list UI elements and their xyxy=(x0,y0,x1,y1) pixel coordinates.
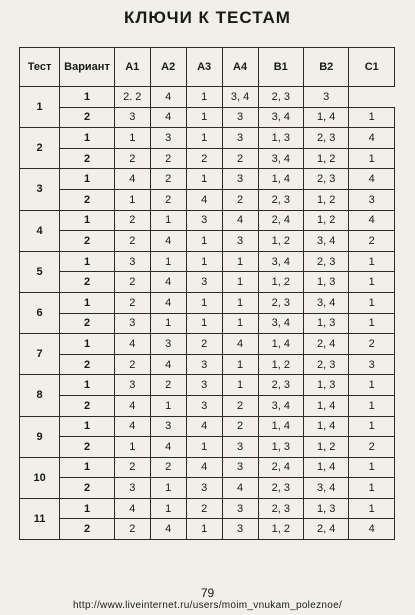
a3-cell: 2 xyxy=(186,148,222,169)
b1-cell: 2, 4 xyxy=(258,457,303,478)
table-row xyxy=(20,87,395,108)
b1-cell: 2, 3 xyxy=(258,478,303,499)
test-number-cell: 11 xyxy=(20,498,60,539)
variant-cell: 1 xyxy=(60,87,115,108)
a1-cell: 2. 2 xyxy=(114,87,150,108)
variant-cell: 1 xyxy=(60,128,115,149)
a4-cell: 4 xyxy=(222,210,258,231)
a2-cell: 4 xyxy=(150,354,186,375)
c1-cell: 3 xyxy=(349,354,395,375)
a1-cell: 3 xyxy=(114,375,150,396)
test-number-cell: 3 xyxy=(20,169,60,210)
b2-cell: 3, 4 xyxy=(304,231,349,252)
b2-cell: 1, 3 xyxy=(304,313,349,334)
test-number-cell: 5 xyxy=(20,251,60,292)
table-row xyxy=(20,457,395,478)
b2-cell: 2, 3 xyxy=(304,354,349,375)
c1-cell: 1 xyxy=(349,457,395,478)
a4-cell: 3 xyxy=(222,169,258,190)
c1-cell: 1 xyxy=(349,498,395,519)
a2-cell: 4 xyxy=(150,272,186,293)
variant-cell: 1 xyxy=(60,498,115,519)
a4-cell: 4 xyxy=(222,334,258,355)
b2-cell: 1, 2 xyxy=(304,189,349,210)
a1-cell: 4 xyxy=(114,416,150,437)
a2-cell: 1 xyxy=(150,210,186,231)
col-header-a1: A1 xyxy=(114,48,150,87)
a1-cell: 4 xyxy=(114,395,150,416)
variant-cell: 2 xyxy=(60,354,115,375)
table-row xyxy=(20,519,395,540)
b2-cell: 1, 3 xyxy=(304,498,349,519)
a3-cell: 2 xyxy=(186,498,222,519)
variant-cell: 2 xyxy=(60,437,115,458)
b1-cell: 1, 4 xyxy=(258,416,303,437)
b2-cell: 2, 3 xyxy=(304,169,349,190)
c1-cell: 2 xyxy=(349,231,395,252)
table-row xyxy=(20,128,395,149)
c1-cell: 1 xyxy=(349,292,395,313)
faded-footer-text xyxy=(60,565,360,572)
b1-cell: 2, 3 xyxy=(258,498,303,519)
a2-cell: 4 xyxy=(150,107,186,128)
variant-cell: 1 xyxy=(60,169,115,190)
test-number-cell: 9 xyxy=(20,416,60,457)
c1-cell: 1 xyxy=(349,416,395,437)
col-header-b2: B2 xyxy=(304,48,349,87)
b1-cell: 2, 3 xyxy=(258,292,303,313)
b1-cell: 3, 4 xyxy=(258,313,303,334)
a2-cell: 4 xyxy=(150,519,186,540)
col-header-a4: A4 xyxy=(222,48,258,87)
table-row xyxy=(20,169,395,190)
test-number-cell: 2 xyxy=(20,128,60,169)
c1-cell: 1 xyxy=(349,395,395,416)
c1-cell: 1 xyxy=(349,313,395,334)
table-row xyxy=(20,210,395,231)
a1-cell: 2 xyxy=(114,231,150,252)
answer-key-table xyxy=(19,47,395,540)
table-row xyxy=(20,375,395,396)
b2-cell: 1, 4 xyxy=(304,457,349,478)
a1-cell: 2 xyxy=(114,148,150,169)
a1-cell: 2 xyxy=(114,272,150,293)
b2-cell: 2, 4 xyxy=(304,519,349,540)
table-row xyxy=(20,437,395,458)
a4-cell: 1 xyxy=(222,292,258,313)
table-row xyxy=(20,478,395,499)
b1-cell: 1, 3 xyxy=(258,437,303,458)
c1-cell: 1 xyxy=(349,107,395,128)
b2-cell: 1, 4 xyxy=(304,395,349,416)
a1-cell: 3 xyxy=(114,478,150,499)
a3-cell: 1 xyxy=(186,169,222,190)
a4-cell: 2 xyxy=(222,148,258,169)
a4-cell: 1 xyxy=(222,313,258,334)
a2-cell: 2 xyxy=(150,169,186,190)
a2-cell: 1 xyxy=(150,498,186,519)
a3-cell: 1 xyxy=(186,231,222,252)
c1-cell: 1 xyxy=(349,272,395,293)
col-header-a2: A2 xyxy=(150,48,186,87)
source-url: http://www.liveinternet.ru/users/moim_vnukam_poleznoe/ xyxy=(72,600,343,611)
c1-cell: 4 xyxy=(349,210,395,231)
table-row xyxy=(20,313,395,334)
a2-cell: 3 xyxy=(150,334,186,355)
a2-cell: 2 xyxy=(150,148,186,169)
c1-cell: 1 xyxy=(349,251,395,272)
a4-cell: 1 xyxy=(222,375,258,396)
test-number-cell: 10 xyxy=(20,457,60,498)
b1-cell: 2, 3 xyxy=(258,375,303,396)
b2-cell: 1, 2 xyxy=(304,210,349,231)
c1-cell: 2 xyxy=(349,437,395,458)
a3-cell: 4 xyxy=(186,189,222,210)
table-row xyxy=(20,189,395,210)
a4-cell: 3, 4 xyxy=(222,87,258,108)
a3-cell: 1 xyxy=(186,128,222,149)
a3-cell: 3 xyxy=(186,478,222,499)
b2-cell: 1, 3 xyxy=(304,375,349,396)
a1-cell: 1 xyxy=(114,128,150,149)
b2-cell: 2, 3 xyxy=(304,128,349,149)
variant-cell: 1 xyxy=(60,210,115,231)
b2-cell: 1, 4 xyxy=(304,416,349,437)
a4-cell: 1 xyxy=(222,354,258,375)
b1-cell: 3, 4 xyxy=(258,148,303,169)
a1-cell: 1 xyxy=(114,189,150,210)
b2-cell: 3, 4 xyxy=(304,478,349,499)
a2-cell: 1 xyxy=(150,478,186,499)
a3-cell: 3 xyxy=(186,354,222,375)
a2-cell: 4 xyxy=(150,87,186,108)
a1-cell: 3 xyxy=(114,313,150,334)
a3-cell: 3 xyxy=(186,395,222,416)
table-row xyxy=(20,395,395,416)
a3-cell: 1 xyxy=(186,292,222,313)
variant-cell: 2 xyxy=(60,272,115,293)
b1-cell: 1, 2 xyxy=(258,354,303,375)
page-number: 79 xyxy=(200,586,215,600)
b2-cell: 1, 4 xyxy=(304,107,349,128)
a1-cell: 4 xyxy=(114,334,150,355)
col-header-a3: A3 xyxy=(186,48,222,87)
table-body xyxy=(20,87,395,540)
c1-cell: 2 xyxy=(349,334,395,355)
a1-cell: 2 xyxy=(114,519,150,540)
a2-cell: 1 xyxy=(150,313,186,334)
variant-cell: 2 xyxy=(60,231,115,252)
a2-cell: 1 xyxy=(150,395,186,416)
b2-cell: 1, 2 xyxy=(304,148,349,169)
a3-cell: 1 xyxy=(186,107,222,128)
table-row xyxy=(20,148,395,169)
a4-cell: 2 xyxy=(222,416,258,437)
variant-cell: 1 xyxy=(60,292,115,313)
b1-cell: 2, 4 xyxy=(258,210,303,231)
a2-cell: 1 xyxy=(150,251,186,272)
a3-cell: 4 xyxy=(186,416,222,437)
col-header-test: Тест xyxy=(20,48,60,87)
a1-cell: 2 xyxy=(114,210,150,231)
a3-cell: 1 xyxy=(186,519,222,540)
a2-cell: 2 xyxy=(150,189,186,210)
a1-cell: 3 xyxy=(114,251,150,272)
a4-cell: 3 xyxy=(222,437,258,458)
b2-cell: 2, 4 xyxy=(304,334,349,355)
variant-cell: 2 xyxy=(60,519,115,540)
c1-cell: 1 xyxy=(349,375,395,396)
test-number-cell: 7 xyxy=(20,334,60,375)
a4-cell: 2 xyxy=(222,395,258,416)
variant-cell: 1 xyxy=(60,457,115,478)
b1-cell: 2, 3 xyxy=(258,87,303,108)
a3-cell: 1 xyxy=(186,437,222,458)
c1-cell: 4 xyxy=(349,128,395,149)
table-row xyxy=(20,251,395,272)
a4-cell: 3 xyxy=(222,128,258,149)
a4-cell: 2 xyxy=(222,189,258,210)
variant-cell: 1 xyxy=(60,375,115,396)
b1-cell: 1, 2 xyxy=(258,231,303,252)
a3-cell: 3 xyxy=(186,272,222,293)
a3-cell: 3 xyxy=(186,210,222,231)
a4-cell: 3 xyxy=(222,231,258,252)
b1-cell: 1, 3 xyxy=(258,128,303,149)
b2-cell: 1, 3 xyxy=(304,272,349,293)
a4-cell: 3 xyxy=(222,107,258,128)
variant-cell: 2 xyxy=(60,395,115,416)
variant-cell: 1 xyxy=(60,334,115,355)
table-row xyxy=(20,334,395,355)
c1-cell: 1 xyxy=(349,148,395,169)
a3-cell: 1 xyxy=(186,313,222,334)
variant-cell: 2 xyxy=(60,107,115,128)
variant-cell: 2 xyxy=(60,148,115,169)
b1-cell: 3, 4 xyxy=(258,251,303,272)
page-title: КЛЮЧИ К ТЕСТАМ xyxy=(124,8,291,27)
a4-cell: 1 xyxy=(222,272,258,293)
a1-cell: 4 xyxy=(114,169,150,190)
c1-cell: 3 xyxy=(349,189,395,210)
a3-cell: 2 xyxy=(186,334,222,355)
b2-cell: 3 xyxy=(304,87,349,108)
a1-cell: 2 xyxy=(114,292,150,313)
a1-cell: 2 xyxy=(114,354,150,375)
a4-cell: 3 xyxy=(222,498,258,519)
col-header-variant: Вариант xyxy=(60,48,115,87)
test-number-cell: 8 xyxy=(20,375,60,416)
c1-cell: 1 xyxy=(349,478,395,499)
a1-cell: 1 xyxy=(114,437,150,458)
c1-cell: 4 xyxy=(349,169,395,190)
a4-cell: 3 xyxy=(222,519,258,540)
b1-cell: 1, 4 xyxy=(258,169,303,190)
a2-cell: 3 xyxy=(150,128,186,149)
a3-cell: 1 xyxy=(186,251,222,272)
b2-cell: 2, 3 xyxy=(304,251,349,272)
a4-cell: 3 xyxy=(222,457,258,478)
a1-cell: 4 xyxy=(114,498,150,519)
variant-cell: 2 xyxy=(60,478,115,499)
table-row xyxy=(20,272,395,293)
a2-cell: 2 xyxy=(150,375,186,396)
b1-cell: 2, 3 xyxy=(258,189,303,210)
b1-cell: 3, 4 xyxy=(258,107,303,128)
a2-cell: 4 xyxy=(150,292,186,313)
table-row xyxy=(20,498,395,519)
col-header-b1: B1 xyxy=(258,48,303,87)
table-row xyxy=(20,416,395,437)
a3-cell: 3 xyxy=(186,375,222,396)
a3-cell: 1 xyxy=(186,87,222,108)
test-number-cell: 4 xyxy=(20,210,60,251)
variant-cell: 2 xyxy=(60,313,115,334)
a4-cell: 1 xyxy=(222,251,258,272)
variant-cell: 1 xyxy=(60,416,115,437)
col-header-c1: C1 xyxy=(349,48,395,87)
c1-cell: 4 xyxy=(349,519,395,540)
variant-cell: 1 xyxy=(60,251,115,272)
test-number-cell: 6 xyxy=(20,292,60,333)
a1-cell: 2 xyxy=(114,457,150,478)
a2-cell: 2 xyxy=(150,457,186,478)
header-row xyxy=(20,48,395,87)
table-row xyxy=(20,354,395,375)
a2-cell: 3 xyxy=(150,416,186,437)
b1-cell: 1, 4 xyxy=(258,334,303,355)
a2-cell: 4 xyxy=(150,231,186,252)
table-row xyxy=(20,292,395,313)
b1-cell: 1, 2 xyxy=(258,272,303,293)
b2-cell: 3, 4 xyxy=(304,292,349,313)
b2-cell: 1, 2 xyxy=(304,437,349,458)
table-row xyxy=(20,107,395,128)
variant-cell: 2 xyxy=(60,189,115,210)
a2-cell: 4 xyxy=(150,437,186,458)
a3-cell: 4 xyxy=(186,457,222,478)
a4-cell: 4 xyxy=(222,478,258,499)
table-row xyxy=(20,231,395,252)
test-number-cell: 1 xyxy=(20,87,60,128)
a1-cell: 3 xyxy=(114,107,150,128)
b1-cell: 3, 4 xyxy=(258,395,303,416)
b1-cell: 1, 2 xyxy=(258,519,303,540)
